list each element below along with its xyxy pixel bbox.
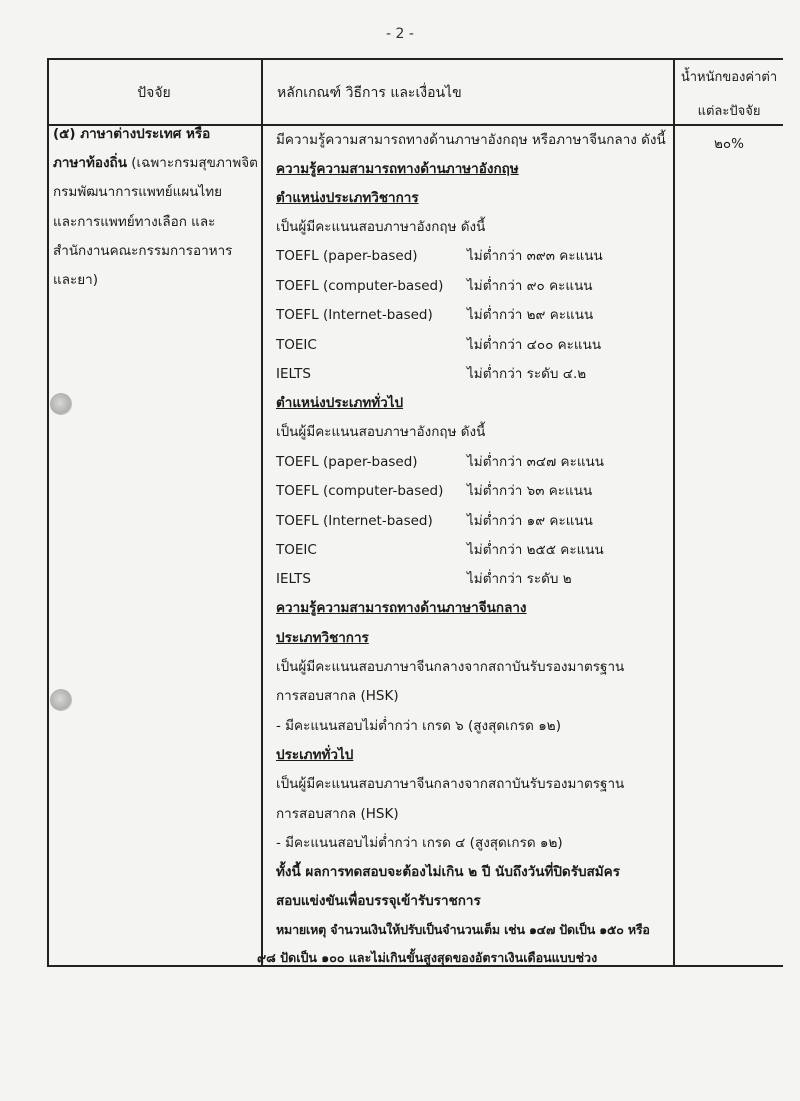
factor-line: ภาษาท้องถิ่น (เฉพาะกรมสุขภาพจิต [53, 155, 258, 171]
score-min: ไม่ต่ำกว่า ระดับ ๒ [467, 571, 572, 587]
english-heading: ความรู้ความสามารถทางด้านภาษาอังกฤษ [276, 161, 519, 177]
header-factor: ปัจจัย [137, 85, 171, 101]
weight-value: ๒๐% [714, 136, 744, 152]
score-test: IELTS [276, 571, 311, 587]
chinese-academic-line: เป็นผู้มีคะแนนสอบภาษาจีนกลางจากสถาบันรับรองมาตรฐาน [276, 659, 625, 675]
chinese-general-line: เป็นผู้มีคะแนนสอบภาษาจีนกลางจากสถาบันรับรองมาตรฐาน [276, 776, 625, 792]
column-divider-2 [673, 58, 675, 966]
score-min: ไม่ต่ำกว่า ๓๙๓ คะแนน [467, 248, 603, 264]
factor-line: กรมพัฒนาการแพทย์แผนไทย [53, 184, 223, 200]
academic-heading: ตำแหน่งประเภทวิชาการ [276, 190, 419, 206]
score-test: TOEFL (paper-based) [276, 454, 418, 470]
chinese-academic-heading: ประเภทวิชาการ [276, 630, 369, 646]
factor-line: และยา) [53, 272, 98, 288]
factor-line: และการแพทย์ทางเลือก และ [53, 214, 216, 230]
general-heading: ตำแหน่งประเภททั่วไป [276, 395, 404, 411]
score-test: TOEIC [276, 337, 317, 353]
note-line: ๙๘ ปัดเป็น ๑๐๐ และไม่เกินขั้นสูงสุดของอัตราเงินเดือนแบบช่วง [257, 950, 598, 965]
validity-line: ทั้งนี้ ผลการทดสอบจะต้องไม่เกิน ๒ ปี นับถึงวันที่ปิดรับสมัคร [276, 864, 620, 880]
score-test: IELTS [276, 366, 311, 382]
header-weight-line1: น้ำหนักของค่าต่า [680, 70, 778, 85]
score-test: TOEIC [276, 542, 317, 558]
score-min: ไม่ต่ำกว่า ๒๙ คะแนน [467, 307, 594, 323]
chinese-academic-line: การสอบสากล (HSK) [276, 688, 399, 704]
chinese-general-line: - มีคะแนนสอบไม่ต่ำกว่า เกรด ๔ (สูงสุดเกรด ๑๒) [276, 835, 563, 851]
chinese-academic-line: - มีคะแนนสอบไม่ต่ำกว่า เกรด ๖ (สูงสุดเกรด ๑๒) [276, 718, 561, 734]
criteria-intro: มีความรู้ความสามารถทางด้านภาษาอังกฤษ หรือภาษาจีนกลาง ดังนี้ [276, 132, 666, 148]
chinese-general-line: การสอบสากล (HSK) [276, 806, 399, 822]
chinese-general-heading: ประเภททั่วไป [276, 747, 354, 763]
score-test: TOEFL (Internet-based) [276, 513, 433, 529]
score-min: ไม่ต่ำกว่า ๒๕๕ คะแนน [467, 542, 604, 558]
score-test: TOEFL (paper-based) [276, 248, 418, 264]
score-min: ไม่ต่ำกว่า ๔๐๐ คะแนน [467, 337, 602, 353]
general-intro: เป็นผู้มีคะแนนสอบภาษาอังกฤษ ดังนี้ [276, 424, 486, 440]
factor-line: (๕) ภาษาต่างประเทศ หรือ [53, 126, 211, 142]
header-weight-line2: แต่ละปัจจัย [697, 104, 761, 119]
score-min: ไม่ต่ำกว่า ๑๙ คะแนน [467, 513, 593, 529]
factor-line: สำนักงานคณะกรรมการอาหาร [53, 243, 233, 259]
column-divider-1 [261, 58, 263, 966]
note-line: หมายเหตุ จำนวนเงินให้ปรับเป็นจำนวนเต็ม เช่น ๑๔๗ ปัดเป็น ๑๕๐ หรือ [276, 922, 650, 937]
academic-intro: เป็นผู้มีคะแนนสอบภาษาอังกฤษ ดังนี้ [276, 219, 486, 235]
page-number: - 2 - [386, 26, 414, 42]
chinese-heading: ความรู้ความสามารถทางด้านภาษาจีนกลาง [276, 600, 527, 616]
score-test: TOEFL (computer-based) [276, 483, 444, 499]
score-min: ไม่ต่ำกว่า ๖๓ คะแนน [467, 483, 593, 499]
score-min: ไม่ต่ำกว่า ระดับ ๔.๒ [467, 366, 587, 382]
table-left-border [47, 58, 49, 966]
criteria-table [47, 58, 783, 966]
score-test: TOEFL (Internet-based) [276, 307, 433, 323]
score-min: ไม่ต่ำกว่า ๙๐ คะแนน [467, 278, 593, 294]
score-test: TOEFL (computer-based) [276, 278, 444, 294]
validity-line: สอบแข่งขันเพื่อบรรจุเข้ารับราชการ [276, 893, 481, 909]
score-min: ไม่ต่ำกว่า ๓๔๗ คะแนน [467, 454, 604, 470]
header-criteria: หลักเกณฑ์ วิธีการ และเงื่อนไข [277, 85, 462, 101]
